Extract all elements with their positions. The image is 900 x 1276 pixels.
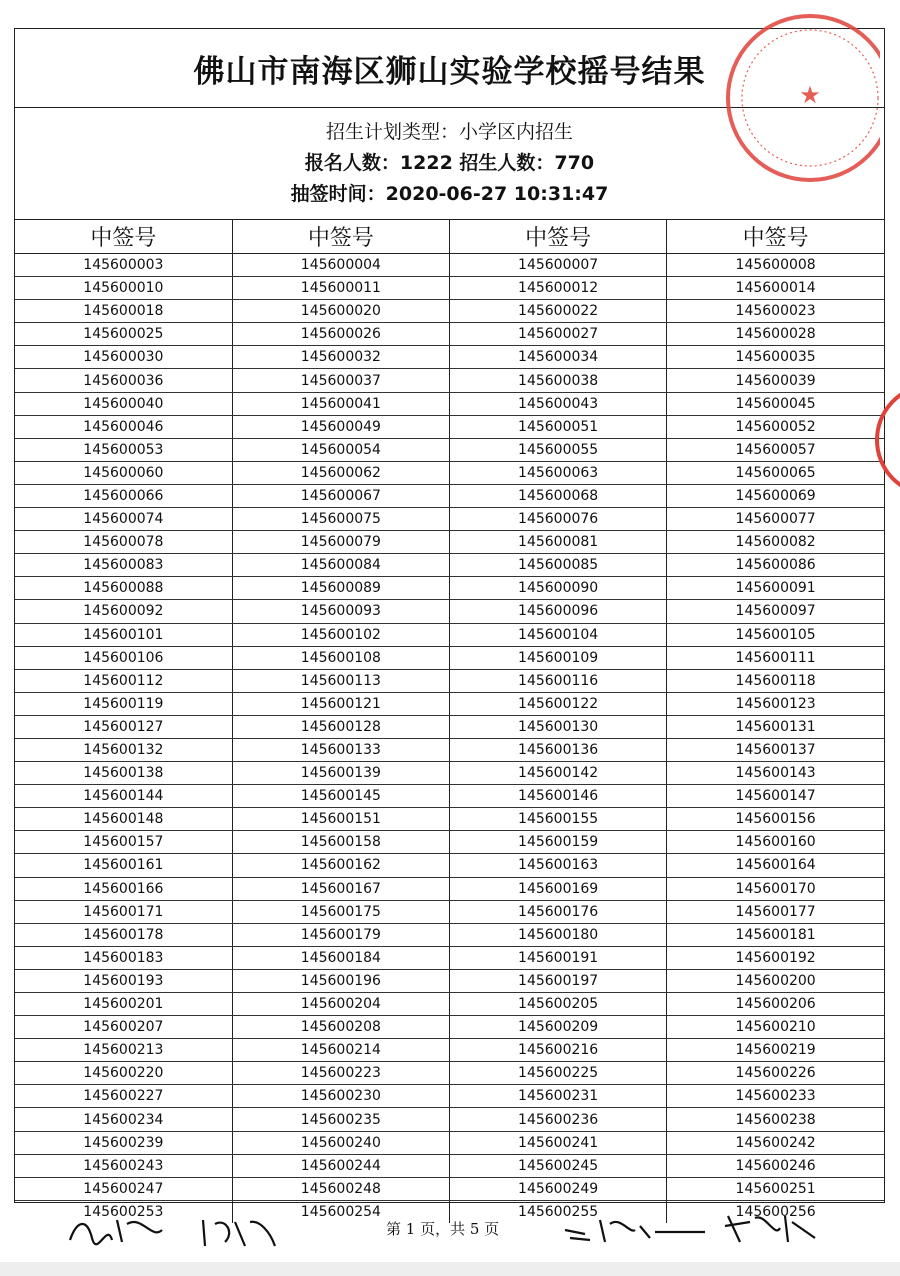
ticket-number-cell: 145600235: [232, 1108, 449, 1131]
ticket-number-cell: 145600234: [15, 1108, 232, 1131]
ticket-number-cell: 145600091: [667, 577, 884, 600]
ticket-number-cell: 145600046: [15, 415, 232, 438]
ticket-number-cell: 145600111: [667, 646, 884, 669]
table-row: [15, 438, 884, 461]
ticket-number-cell: 145600145: [232, 785, 449, 808]
svg-text:★: ★: [799, 81, 821, 109]
ticket-number-cell: 145600066: [15, 484, 232, 507]
ticket-number-cell: 145600069: [667, 484, 884, 507]
ticket-number-cell: 145600086: [667, 554, 884, 577]
ticket-number-cell: 145600139: [232, 762, 449, 785]
ticket-number-cell: 145600085: [450, 554, 667, 577]
ticket-number-cell: 145600007: [450, 254, 667, 277]
ticket-number-cell: 145600037: [232, 369, 449, 392]
table-row: [15, 923, 884, 946]
ticket-number-cell: 145600030: [15, 346, 232, 369]
ticket-number-cell: 145600089: [232, 577, 449, 600]
ticket-number-cell: 145600249: [450, 1177, 667, 1200]
ticket-number-cell: 145600101: [15, 623, 232, 646]
ticket-number-cell: 145600051: [450, 415, 667, 438]
ticket-number-cell: 145600131: [667, 715, 884, 738]
ticket-number-cell: 145600169: [450, 877, 667, 900]
ticket-number-cell: 145600254: [232, 1200, 449, 1223]
table-body: [15, 254, 884, 1223]
ticket-number-cell: 145600083: [15, 554, 232, 577]
ticket-number-cell: 145600204: [232, 993, 449, 1016]
signature-icon: [720, 1208, 820, 1248]
ticket-number-cell: 145600230: [232, 1085, 449, 1108]
ticket-number-cell: 145600127: [15, 715, 232, 738]
table-row: [15, 900, 884, 923]
ticket-number-cell: 145600133: [232, 738, 449, 761]
table-row: [15, 1016, 884, 1039]
table-row: [15, 946, 884, 969]
ticket-number-cell: 145600197: [450, 969, 667, 992]
ticket-number-cell: 145600151: [232, 808, 449, 831]
ticket-number-cell: 145600242: [667, 1131, 884, 1154]
table-row: [15, 1154, 884, 1177]
ticket-number-cell: 145600201: [15, 993, 232, 1016]
applicants-line: 报名人数：1222 招生人数：770: [304, 151, 595, 174]
plan-type: 招生计划类型：小学区内招生: [325, 120, 573, 143]
ticket-number-cell: 145600213: [15, 1039, 232, 1062]
document-title: 佛山市南海区狮山实验学校摇号结果: [193, 53, 706, 90]
ticket-number-cell: 145600038: [450, 369, 667, 392]
ticket-number-cell: 145600122: [450, 692, 667, 715]
ticket-number-cell: 145600084: [232, 554, 449, 577]
ticket-number-cell: 145600063: [450, 461, 667, 484]
ticket-number-cell: 145600054: [232, 438, 449, 461]
ticket-number-cell: 145600192: [667, 946, 884, 969]
ticket-number-cell: 145600052: [667, 415, 884, 438]
ticket-number-cell: 145600097: [667, 600, 884, 623]
ticket-number-cell: 145600010: [15, 277, 232, 300]
table-row: [15, 854, 884, 877]
ticket-number-cell: 145600121: [232, 692, 449, 715]
ticket-number-cell: 145600104: [450, 623, 667, 646]
ticket-number-cell: 145600108: [232, 646, 449, 669]
ticket-number-cell: 145600040: [15, 392, 232, 415]
ticket-number-cell: 145600105: [667, 623, 884, 646]
ticket-number-cell: 145600034: [450, 346, 667, 369]
ticket-number-cell: 145600146: [450, 785, 667, 808]
ticket-number-cell: 145600248: [232, 1177, 449, 1200]
column-header: 中签号: [667, 219, 884, 254]
ticket-number-cell: 145600041: [232, 392, 449, 415]
ticket-number-cell: 145600079: [232, 531, 449, 554]
ticket-number-cell: 145600018: [15, 300, 232, 323]
ticket-number-cell: 145600082: [667, 531, 884, 554]
table-row: [15, 669, 884, 692]
ticket-number-cell: 145600106: [15, 646, 232, 669]
ticket-number-cell: 145600092: [15, 600, 232, 623]
ticket-number-cell: 145600158: [232, 831, 449, 854]
ticket-number-cell: 145600253: [15, 1200, 232, 1223]
table-row: [15, 461, 884, 484]
ticket-number-cell: 145600132: [15, 738, 232, 761]
ticket-number-cell: 145600155: [450, 808, 667, 831]
ticket-number-cell: 145600167: [232, 877, 449, 900]
ticket-number-cell: 145600179: [232, 923, 449, 946]
table-row: [15, 785, 884, 808]
ticket-number-cell: 145600175: [232, 900, 449, 923]
ticket-number-cell: 145600022: [450, 300, 667, 323]
table-row: [15, 1131, 884, 1154]
ticket-number-cell: 145600244: [232, 1154, 449, 1177]
signature-icon: [195, 1212, 285, 1252]
ticket-number-cell: 145600130: [450, 715, 667, 738]
ticket-number-cell: 145600065: [667, 461, 884, 484]
ticket-number-cell: 145600236: [450, 1108, 667, 1131]
table-row: [15, 646, 884, 669]
ticket-number-cell: 145600159: [450, 831, 667, 854]
ticket-number-cell: 145600112: [15, 669, 232, 692]
ticket-number-cell: 145600035: [667, 346, 884, 369]
ticket-number-cell: 145600074: [15, 508, 232, 531]
ticket-number-cell: 145600157: [15, 831, 232, 854]
ticket-number-cell: 145600093: [232, 600, 449, 623]
ticket-number-cell: 145600143: [667, 762, 884, 785]
ticket-number-cell: 145600238: [667, 1108, 884, 1131]
ticket-number-cell: 145600012: [450, 277, 667, 300]
ticket-number-cell: 145600245: [450, 1154, 667, 1177]
ticket-number-cell: 145600020: [232, 300, 449, 323]
table-row: [15, 369, 884, 392]
page-number: 第 1 页，共 5 页: [386, 1220, 500, 1238]
table-row: [15, 277, 884, 300]
ticket-number-cell: 145600060: [15, 461, 232, 484]
ticket-number-cell: 145600049: [232, 415, 449, 438]
ticket-number-cell: 145600214: [232, 1039, 449, 1062]
ticket-number-cell: 145600096: [450, 600, 667, 623]
ticket-number-cell: 145600032: [232, 346, 449, 369]
ticket-number-cell: 145600162: [232, 854, 449, 877]
table-row: [15, 762, 884, 785]
ticket-number-cell: 145600223: [232, 1062, 449, 1085]
winning-numbers-table: [15, 219, 884, 1223]
table-row: [15, 1108, 884, 1131]
ticket-number-cell: 145600243: [15, 1154, 232, 1177]
table-row: [15, 600, 884, 623]
ticket-number-cell: 145600138: [15, 762, 232, 785]
table-row: [15, 415, 884, 438]
ticket-number-cell: 145600113: [232, 669, 449, 692]
ticket-number-cell: 145600076: [450, 508, 667, 531]
ticket-number-cell: 145600045: [667, 392, 884, 415]
ticket-number-cell: 145600161: [15, 854, 232, 877]
ticket-number-cell: 145600240: [232, 1131, 449, 1154]
ticket-number-cell: 145600142: [450, 762, 667, 785]
ticket-number-cell: 145600206: [667, 993, 884, 1016]
ticket-number-cell: 145600207: [15, 1016, 232, 1039]
ticket-number-cell: 145600193: [15, 969, 232, 992]
ticket-number-cell: 145600053: [15, 438, 232, 461]
table-row: [15, 715, 884, 738]
ticket-number-cell: 145600160: [667, 831, 884, 854]
ticket-number-cell: 145600148: [15, 808, 232, 831]
ticket-number-cell: 145600184: [232, 946, 449, 969]
table-row: [15, 692, 884, 715]
column-header: 中签号: [15, 219, 232, 254]
ticket-number-cell: 145600170: [667, 877, 884, 900]
ticket-number-cell: 145600241: [450, 1131, 667, 1154]
ticket-number-cell: 145600077: [667, 508, 884, 531]
ticket-number-cell: 145600200: [667, 969, 884, 992]
ticket-number-cell: 145600116: [450, 669, 667, 692]
ticket-number-cell: 145600256: [735, 1203, 816, 1220]
column-header: 中签号: [232, 219, 449, 254]
ticket-number-cell: 145600081: [450, 531, 667, 554]
draw-time: 抽签时间：2020-06-27 10:31:47: [290, 182, 609, 205]
ticket-number-cell: 145600208: [232, 1016, 449, 1039]
table-row: [15, 392, 884, 415]
ticket-number-cell: 145600251: [667, 1177, 884, 1200]
ticket-number-cell: 145600164: [667, 854, 884, 877]
table-row: [15, 808, 884, 831]
ticket-number-cell: 145600177: [667, 900, 884, 923]
table-row: [15, 577, 884, 600]
ticket-number-cell: 145600247: [15, 1177, 232, 1200]
table-row: [15, 484, 884, 507]
table-row: [15, 300, 884, 323]
ticket-number-cell: 145600003: [15, 254, 232, 277]
ticket-number-cell: 145600144: [15, 785, 232, 808]
ticket-number-cell: 145600181: [667, 923, 884, 946]
table-row: [15, 1085, 884, 1108]
ticket-number-cell: 145600225: [450, 1062, 667, 1085]
ticket-number-cell: 145600176: [450, 900, 667, 923]
ticket-number-cell: 145600227: [15, 1085, 232, 1108]
ticket-number-cell: 145600226: [667, 1062, 884, 1085]
official-seal-icon: [700, 10, 880, 190]
ticket-number-cell: 145600011: [232, 277, 449, 300]
table-row: [15, 1177, 884, 1200]
ticket-number-cell: 145600088: [15, 577, 232, 600]
ticket-number-cell: 145600137: [667, 738, 884, 761]
table-row: [15, 993, 884, 1016]
result-sheet: [14, 28, 885, 1220]
ticket-number-cell: 145600231: [450, 1085, 667, 1108]
table-row: [15, 1039, 884, 1062]
column-header: 中签号: [450, 219, 667, 254]
ticket-number-cell: 145600255: [450, 1200, 667, 1223]
signature-icon: [62, 1210, 172, 1250]
seal-fragment-icon: [872, 380, 900, 500]
page-footer: [0, 1206, 900, 1256]
ticket-number-cell: 145600123: [667, 692, 884, 715]
ticket-number-cell: 145600067: [232, 484, 449, 507]
ticket-number-cell: 145600055: [450, 438, 667, 461]
ticket-number-cell: 145600027: [450, 323, 667, 346]
ticket-number-cell: 145600036: [15, 369, 232, 392]
table-row: [15, 623, 884, 646]
ticket-number-cell: 145600118: [667, 669, 884, 692]
ticket-number-cell: 145600004: [232, 254, 449, 277]
ticket-number-cell: 145600220: [15, 1062, 232, 1085]
ticket-number-cell: 145600233: [667, 1085, 884, 1108]
ticket-number-cell: 145600014: [667, 277, 884, 300]
page-edge: [0, 1262, 900, 1276]
table-row: [15, 531, 884, 554]
ticket-number-cell: 145600171: [15, 900, 232, 923]
table-row: [15, 1062, 884, 1085]
table-row: [15, 831, 884, 854]
table-row: [15, 346, 884, 369]
ticket-number-cell: 145600043: [450, 392, 667, 415]
table-row: [15, 738, 884, 761]
ticket-number-cell: 145600191: [450, 946, 667, 969]
ticket-number-cell: 145600166: [15, 877, 232, 900]
ticket-number-cell: 145600023: [667, 300, 884, 323]
ticket-number-cell: 145600026: [232, 323, 449, 346]
ticket-number-cell: 145600178: [15, 923, 232, 946]
ticket-number-cell: 145600163: [450, 854, 667, 877]
ticket-number-cell: 145600119: [15, 692, 232, 715]
ticket-number-cell: 145600136: [450, 738, 667, 761]
ticket-number-cell: 145600109: [450, 646, 667, 669]
ticket-number-cell: 145600210: [667, 1016, 884, 1039]
ticket-number-cell: 145600008: [667, 254, 884, 277]
ticket-number-cell: 145600057: [667, 438, 884, 461]
table-row: [15, 969, 884, 992]
ticket-number-cell: 145600128: [232, 715, 449, 738]
ticket-number-cell: 145600078: [15, 531, 232, 554]
ticket-number-cell: 145600102: [232, 623, 449, 646]
table-row: [15, 323, 884, 346]
ticket-number-cell: 145600039: [667, 369, 884, 392]
table-row: [15, 254, 884, 277]
signature-icon: [560, 1210, 710, 1250]
ticket-number-cell: 145600183: [15, 946, 232, 969]
ticket-number-cell: 145600028: [667, 323, 884, 346]
ticket-number-cell: 145600209: [450, 1016, 667, 1039]
ticket-number-cell: 145600062: [232, 461, 449, 484]
ticket-number-cell: 145600075: [232, 508, 449, 531]
ticket-number-cell: 145600068: [450, 484, 667, 507]
ticket-number-cell: 145600196: [232, 969, 449, 992]
ticket-number-cell: 145600246: [667, 1154, 884, 1177]
ticket-number-cell: 145600156: [667, 808, 884, 831]
ticket-number-cell: 145600216: [450, 1039, 667, 1062]
table-row: [15, 877, 884, 900]
ticket-number-cell: 145600219: [667, 1039, 884, 1062]
ticket-number-cell: 145600025: [15, 323, 232, 346]
ticket-number-cell: 145600147: [667, 785, 884, 808]
table-row: [15, 508, 884, 531]
ticket-number-cell: 145600205: [450, 993, 667, 1016]
ticket-number-cell: 145600239: [15, 1131, 232, 1154]
ticket-number-cell: 145600180: [450, 923, 667, 946]
table-header-row: [15, 219, 884, 254]
ticket-number-cell: 145600090: [450, 577, 667, 600]
table-row: [15, 554, 884, 577]
